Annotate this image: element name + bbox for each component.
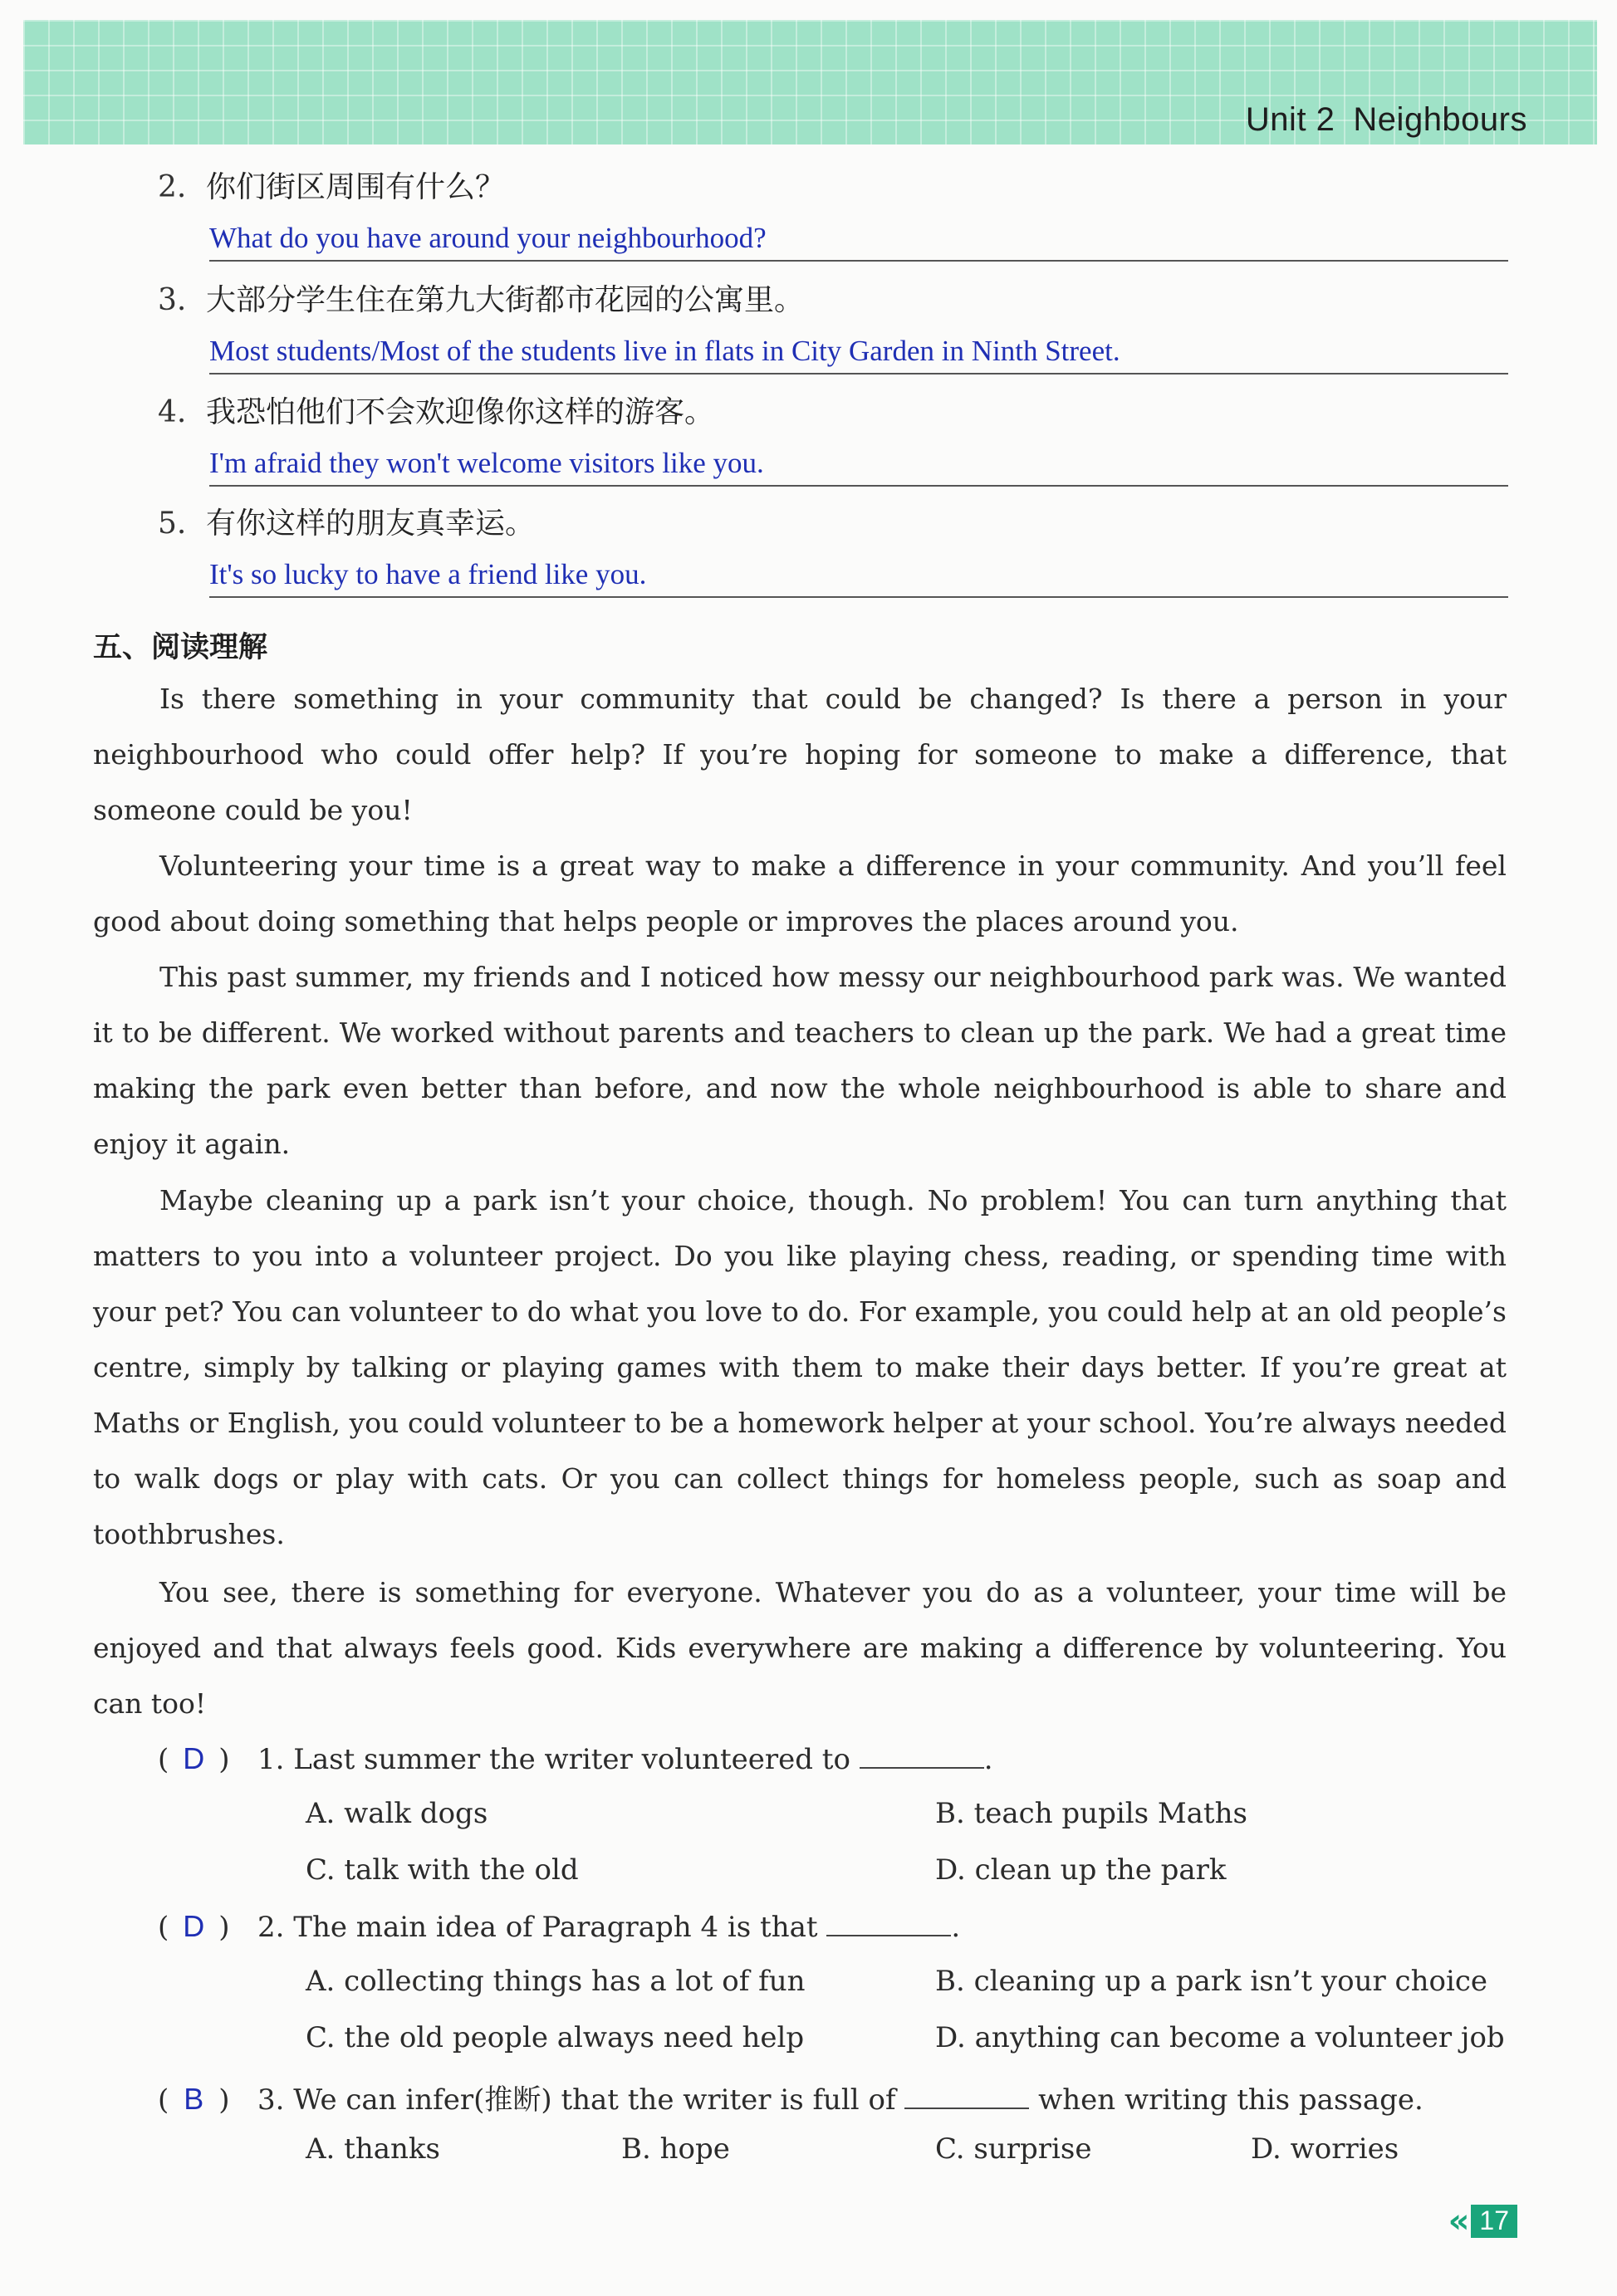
double-chevron-left-icon: « — [1448, 2202, 1465, 2240]
question-stem-end: when writing this passage. — [1029, 2083, 1423, 2117]
item-number: 4. — [158, 395, 187, 429]
passage-paragraph-1: Is there something in your community that could be changed? Is there a person in your neighbourhood who could offer help? If you’re hoping for someone to make a difference, that someone could be you! — [93, 683, 1507, 826]
option-a: A. thanks — [306, 2132, 440, 2166]
section-heading: 五、阅读理解 — [93, 631, 268, 664]
passage-paragraph-4: Maybe cleaning up a park isn’t your choice, though. No problem! You can turn anything that matters to you into a volunteer project. Do you like playing chess, reading, or spending time with your pet? You can volunteer to do what you love to do. For example, you could help at an old people’s centre, simply by talking or playing games with them to make their days better. If you’re great at Maths or English, you could volunteer to be a homework helper at your school. You’re always needed to walk dogs or play with cats. Or you can collect things for homeless people, such as soap and toothbrushes. — [93, 1184, 1507, 1550]
option-b: B. cleaning up a park isn’t your choice — [935, 1965, 1487, 1998]
item-number: 2. — [158, 170, 187, 204]
question-number: 2. — [257, 1911, 285, 1944]
question-2 — [158, 1909, 960, 1944]
translation-item — [158, 395, 1512, 479]
question-stem: We can infer(推断) that the writer is full of — [293, 2083, 905, 2117]
unit-topic: Neighbours — [1353, 101, 1527, 138]
question-stem: Last summer the writer volunteered to — [293, 1743, 860, 1776]
translation-prompt — [158, 283, 1512, 317]
answer-letter: D — [183, 1741, 205, 1775]
translation-prompt — [158, 509, 1512, 539]
option-a: A. walk dogs — [306, 1797, 488, 1830]
answer-line: What do you have around your neighbourhood? — [209, 223, 1508, 262]
option-b: B. teach pupils Maths — [935, 1797, 1247, 1830]
translation-prompt — [158, 395, 1512, 429]
answer-letter: D — [183, 1909, 205, 1943]
answer-line: It's so lucky to have a friend like you. — [209, 559, 1508, 598]
item-number: 3. — [158, 283, 187, 317]
question-stem-end: . — [983, 1743, 993, 1776]
chinese-sentence: 有你这样的朋友真幸运。 — [206, 507, 536, 541]
answer-blank — [826, 1910, 951, 1936]
translation-prompt — [158, 170, 1512, 204]
item-number: 5. — [158, 507, 187, 541]
answer-blank — [904, 2083, 1029, 2109]
option-a: A. collecting things has a lot of fun — [306, 1965, 806, 1998]
answer-line: Most students/Most of the students live in flats in City Garden in Ninth Street. — [209, 335, 1508, 375]
chinese-sentence: 我恐怕他们不会欢迎像你这样的游客。 — [206, 395, 715, 429]
question-stem: The main idea of Paragraph 4 is that — [293, 1911, 827, 1944]
translation-item — [158, 283, 1512, 367]
question-number: 3. — [257, 2083, 285, 2117]
passage-paragraph-3: This past summer, my friends and I noticed how messy our neighbourhood park was. We wanted it to be different. We worked without parents and teachers to clean up the park. We had a great time making the park even better than before, and now the whole neighbourhood is able to share and enjoy it again. — [93, 961, 1507, 1160]
page-number-badge: 17 — [1471, 2205, 1517, 2237]
option-d: D. worries — [1251, 2132, 1399, 2166]
unit-label: Unit 2 — [1245, 101, 1335, 138]
option-c: C. the old people always need help — [306, 2021, 805, 2054]
answer-blank — [860, 1742, 984, 1769]
translation-item — [158, 507, 1512, 590]
chinese-sentence: 你们街区周围有什么？ — [206, 170, 506, 204]
question-3 — [158, 2077, 1423, 2117]
option-d: D. clean up the park — [935, 1853, 1227, 1887]
passage-paragraph-2: Volunteering your time is a great way to make a difference in your community. And you’ll feel good about doing something that helps people or improves the places around you. — [93, 849, 1507, 937]
translation-item — [158, 170, 1512, 254]
question-number: 1. — [257, 1743, 285, 1776]
answer-paren: ( D ) — [158, 1741, 230, 1776]
passage-paragraph-5: You see, there is something for everyone. Whatever you do as a volunteer, your time will be enjoyed and that always feels good. Kids everywhere are making a difference by volunteering. You can too! — [93, 1576, 1507, 1720]
option-c: C. surprise — [935, 2132, 1092, 2166]
answer-line: I'm afraid they won't welcome visitors like you. — [209, 448, 1508, 487]
answer-paren: ( B ) — [158, 2082, 230, 2117]
chinese-sentence: 大部分学生住在第九大街都市花园的公寓里。 — [206, 283, 805, 317]
page-number — [1448, 2202, 1517, 2240]
question-stem-end: . — [951, 1911, 961, 1944]
option-b: B. hope — [621, 2132, 730, 2166]
option-d: D. anything can become a volunteer job — [935, 2021, 1505, 2054]
answer-letter: B — [184, 2082, 204, 2116]
unit-title — [1246, 101, 1527, 139]
option-c: C. talk with the old — [306, 1853, 579, 1887]
answer-paren: ( D ) — [158, 1909, 230, 1944]
question-1 — [158, 1741, 993, 1776]
